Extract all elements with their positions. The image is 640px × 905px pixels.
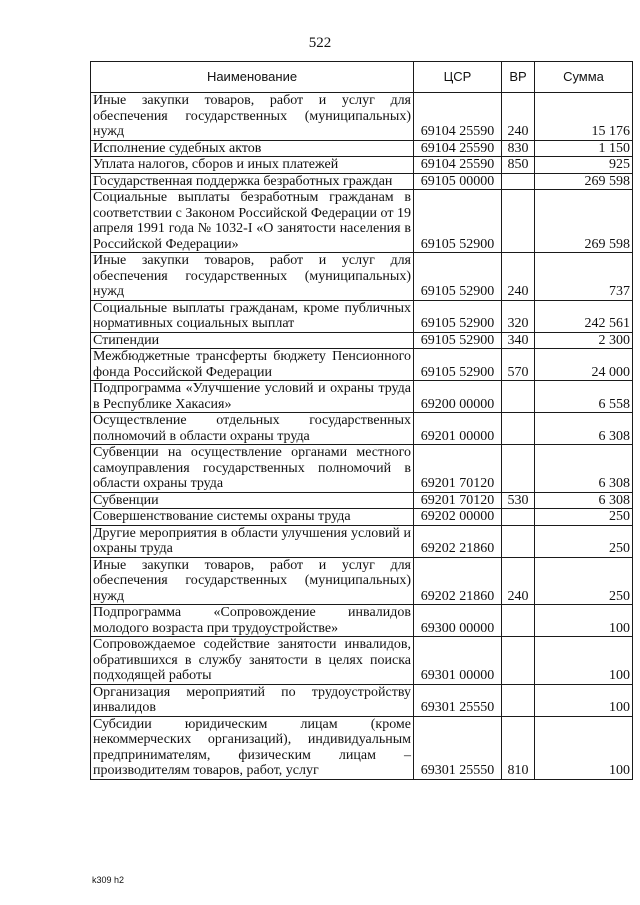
row-csr: 69300 00000 <box>414 605 502 637</box>
page-number: 522 <box>308 35 332 51</box>
row-sum: 15 176 <box>535 93 633 141</box>
row-name: Стипендии <box>91 332 414 349</box>
row-name: Уплата налогов, сборов и иных платежей <box>91 157 414 174</box>
row-name: Исполнение судебных актов <box>91 140 414 157</box>
footer-code: k309 h2 <box>92 875 125 885</box>
table-body <box>91 93 633 780</box>
row-vr: 810 <box>502 716 535 779</box>
row-csr: 69201 00000 <box>414 413 502 445</box>
row-csr: 69301 25550 <box>414 684 502 716</box>
row-vr: 240 <box>502 557 535 605</box>
row-name: Сопровождаемое содействие занятости инвалидов, обратившихся в службу занятости в целях поиска подходящей работы <box>91 637 414 685</box>
row-sum: 24 000 <box>535 349 633 381</box>
row-csr: 69104 25590 <box>414 140 502 157</box>
row-vr <box>502 605 535 637</box>
row-vr: 320 <box>502 300 535 332</box>
table-row <box>91 716 633 779</box>
row-sum: 100 <box>535 637 633 685</box>
budget-table <box>90 61 633 780</box>
row-csr: 69202 21860 <box>414 557 502 605</box>
table-row <box>91 684 633 716</box>
row-name: Субвенции <box>91 492 414 509</box>
row-name: Межбюджетные трансферты бюджету Пенсионного фонда Российской Федерации <box>91 349 414 381</box>
table-row <box>91 605 633 637</box>
header-sum: Сумма <box>535 62 633 93</box>
table-row <box>91 253 633 301</box>
row-vr: 240 <box>502 93 535 141</box>
row-csr: 69200 00000 <box>414 381 502 413</box>
row-name: Субвенции на осуществление органами местного самоуправления государственных полномочий в области охраны труда <box>91 445 414 493</box>
row-vr <box>502 509 535 526</box>
table-row <box>91 381 633 413</box>
table-row <box>91 93 633 141</box>
row-csr: 69105 52900 <box>414 253 502 301</box>
row-sum: 250 <box>535 557 633 605</box>
row-sum: 100 <box>535 605 633 637</box>
row-sum: 6 308 <box>535 445 633 493</box>
row-name: Социальные выплаты безработным гражданам в соответствии с Законом Российской Федерации от 19 апреля 1991 года № 1032-I «О занятости населения в Российской Федерации» <box>91 190 414 253</box>
row-vr <box>502 445 535 493</box>
row-sum: 6 558 <box>535 381 633 413</box>
row-sum: 250 <box>535 509 633 526</box>
row-name: Подпрограмма «Сопровождение инвалидов молодого возраста при трудоустройстве» <box>91 605 414 637</box>
row-vr <box>502 525 535 557</box>
table-row <box>91 349 633 381</box>
row-sum: 1 150 <box>535 140 633 157</box>
row-name: Субсидии юридическим лицам (кроме некоммерческих организаций), индивидуальным предпринимателям, физическим лицам – производителям товаров, работ, услуг <box>91 716 414 779</box>
row-vr: 570 <box>502 349 535 381</box>
row-csr: 69105 52900 <box>414 190 502 253</box>
table-row <box>91 190 633 253</box>
row-vr: 850 <box>502 157 535 174</box>
row-name: Иные закупки товаров, работ и услуг для обеспечения государственных (муниципальных) нужд <box>91 557 414 605</box>
row-csr: 69104 25590 <box>414 157 502 174</box>
row-name: Социальные выплаты гражданам, кроме публичных нормативных социальных выплат <box>91 300 414 332</box>
row-csr: 69202 00000 <box>414 509 502 526</box>
row-name: Совершенствование системы охраны труда <box>91 509 414 526</box>
table-row <box>91 557 633 605</box>
row-sum: 100 <box>535 716 633 779</box>
header-vr: ВР <box>502 62 535 93</box>
row-csr: 69201 70120 <box>414 492 502 509</box>
row-csr: 69105 00000 <box>414 173 502 190</box>
header-csr: ЦСР <box>414 62 502 93</box>
row-sum: 100 <box>535 684 633 716</box>
table-row <box>91 332 633 349</box>
row-sum: 925 <box>535 157 633 174</box>
row-vr <box>502 190 535 253</box>
table-row <box>91 637 633 685</box>
row-vr: 830 <box>502 140 535 157</box>
row-sum: 6 308 <box>535 492 633 509</box>
row-name: Иные закупки товаров, работ и услуг для обеспечения государственных (муниципальных) нужд <box>91 253 414 301</box>
header-name: Наименование <box>91 62 414 93</box>
table-row <box>91 492 633 509</box>
table-row <box>91 509 633 526</box>
row-name: Государственная поддержка безработных граждан <box>91 173 414 190</box>
row-vr <box>502 173 535 190</box>
row-csr: 69202 21860 <box>414 525 502 557</box>
row-sum: 2 300 <box>535 332 633 349</box>
row-name: Другие мероприятия в области улучшения условий и охраны труда <box>91 525 414 557</box>
row-vr <box>502 413 535 445</box>
row-vr: 240 <box>502 253 535 301</box>
row-sum: 737 <box>535 253 633 301</box>
row-sum: 269 598 <box>535 190 633 253</box>
row-sum: 242 561 <box>535 300 633 332</box>
row-csr: 69105 52900 <box>414 332 502 349</box>
table-row <box>91 525 633 557</box>
row-vr: 340 <box>502 332 535 349</box>
row-name: Осуществление отдельных государственных полномочий в области охраны труда <box>91 413 414 445</box>
table-row <box>91 413 633 445</box>
row-name: Подпрограмма «Улучшение условий и охраны труда в Республике Хакасия» <box>91 381 414 413</box>
row-sum: 6 308 <box>535 413 633 445</box>
row-vr <box>502 684 535 716</box>
row-vr <box>502 637 535 685</box>
row-name: Иные закупки товаров, работ и услуг для обеспечения государственных (муниципальных) нужд <box>91 93 414 141</box>
table-header-row <box>91 62 633 93</box>
row-vr <box>502 381 535 413</box>
row-csr: 69301 00000 <box>414 637 502 685</box>
table-row <box>91 140 633 157</box>
table-row <box>91 173 633 190</box>
table-row <box>91 445 633 493</box>
row-csr: 69105 52900 <box>414 300 502 332</box>
row-vr: 530 <box>502 492 535 509</box>
row-sum: 269 598 <box>535 173 633 190</box>
row-csr: 69105 52900 <box>414 349 502 381</box>
table-row <box>91 300 633 332</box>
row-csr: 69201 70120 <box>414 445 502 493</box>
table-row <box>91 157 633 174</box>
row-sum: 250 <box>535 525 633 557</box>
row-name: Организация мероприятий по трудоустройству инвалидов <box>91 684 414 716</box>
row-csr: 69301 25550 <box>414 716 502 779</box>
row-csr: 69104 25590 <box>414 93 502 141</box>
